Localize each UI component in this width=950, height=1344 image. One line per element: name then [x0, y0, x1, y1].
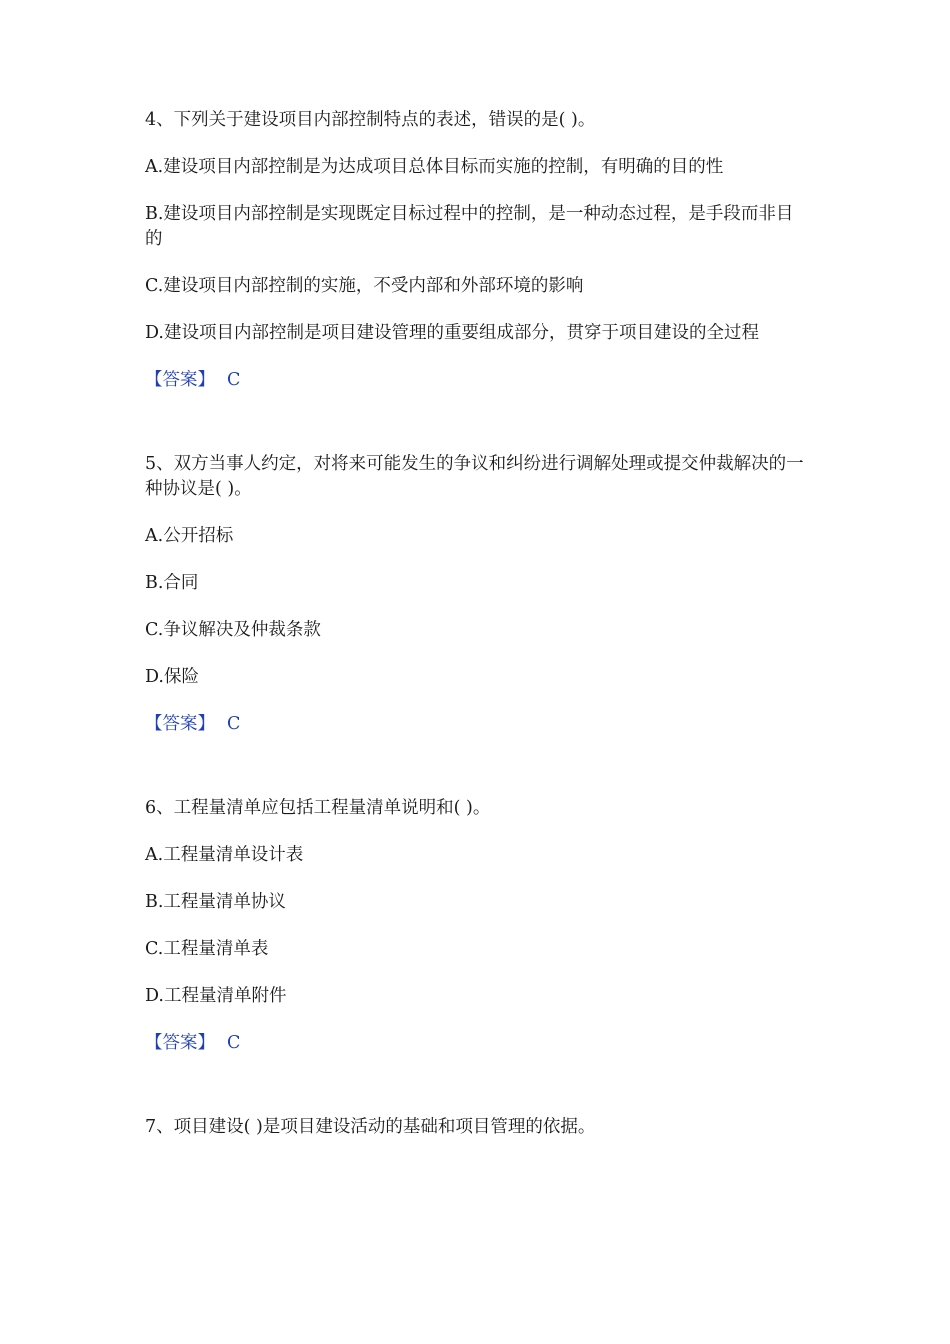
question-stem: 6、工程量清单应包括工程量清单说明和( )。 — [145, 798, 491, 818]
answer-label: 【答案】 — [145, 370, 215, 390]
answer — [145, 368, 810, 393]
option-a: A.建设项目内部控制是为达成项目总体目标而实施的控制，有明确的目的性 — [145, 157, 724, 177]
question-stem: 7、项目建设( )是项目建设活动的基础和项目管理的依据。 — [145, 1117, 596, 1137]
option-a: A.工程量清单设计表 — [145, 845, 304, 865]
option-c: C.工程量清单表 — [145, 939, 269, 959]
option-d: D.工程量清单附件 — [145, 986, 287, 1006]
answer-value: C — [227, 370, 241, 390]
option-d: D.建设项目内部控制是项目建设管理的重要组成部分，贯穿于项目建设的全过程 — [145, 323, 759, 343]
option-b: B.建设项目内部控制是实现既定目标过程中的控制，是一种动态过程，是手段而非目的 — [145, 204, 794, 249]
question-stem: 5、双方当事人约定，对将来可能发生的争议和纠纷进行调解处理或提交仲裁解决的一种协议是( )。 — [145, 454, 804, 499]
question-7 — [145, 1115, 810, 1140]
option-a: A.公开招标 — [145, 526, 234, 546]
option-b: B.合同 — [145, 573, 199, 593]
answer — [145, 1031, 810, 1056]
answer-label: 【答案】 — [145, 714, 215, 734]
option-b: B.工程量清单协议 — [145, 892, 286, 912]
answer-value: C — [227, 1033, 241, 1053]
answer — [145, 712, 810, 737]
question-6 — [145, 796, 810, 1056]
question-5 — [145, 452, 810, 737]
option-d: D.保险 — [145, 667, 199, 687]
answer-value: C — [227, 714, 241, 734]
option-c: C.建设项目内部控制的实施，不受内部和外部环境的影响 — [145, 276, 584, 296]
document-page — [145, 108, 810, 1162]
option-c: C.争议解决及仲裁条款 — [145, 620, 321, 640]
question-4 — [145, 108, 810, 393]
question-stem: 4、下列关于建设项目内部控制特点的表述，错误的是( )。 — [145, 110, 596, 130]
answer-label: 【答案】 — [145, 1033, 215, 1053]
